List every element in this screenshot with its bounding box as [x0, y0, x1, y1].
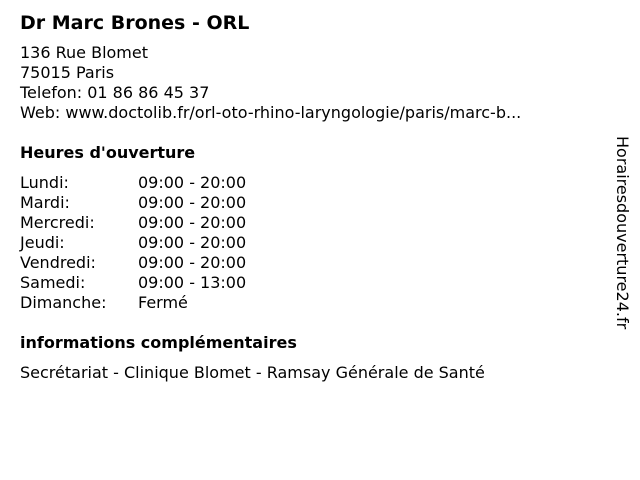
opening-hours-table [20, 173, 600, 313]
day-label: Vendredi: [20, 253, 96, 272]
day-hours: Fermé [138, 293, 188, 312]
city-postcode: 75015 Paris [20, 63, 115, 82]
day-label: Mardi: [20, 193, 70, 212]
hours-row-monday [20, 173, 600, 193]
page-title: Dr Marc Brones - ORL [20, 12, 250, 34]
day-label: Mercredi: [20, 213, 95, 232]
day-hours: 09:00 - 20:00 [138, 253, 247, 272]
hours-row-thursday [20, 233, 600, 253]
additional-info-heading: informations complémentaires [20, 333, 297, 352]
hours-row-friday [20, 253, 600, 273]
address-block [20, 43, 600, 123]
site-watermark: Horairesdouverture24.fr [613, 136, 632, 330]
day-label: Dimanche: [20, 293, 107, 312]
street-address: 136 Rue Blomet [20, 43, 149, 62]
opening-hours-heading: Heures d'ouverture [20, 143, 196, 162]
phone-number[interactable]: 01 86 86 45 37 [87, 83, 210, 102]
hours-row-wednesday [20, 213, 600, 233]
day-label: Samedi: [20, 273, 86, 292]
day-label: Lundi: [20, 173, 69, 192]
hours-row-sunday [20, 293, 600, 313]
hours-row-saturday [20, 273, 600, 293]
phone-label: Telefon: [20, 83, 83, 102]
business-card [20, 10, 600, 383]
day-hours: 09:00 - 13:00 [138, 273, 247, 292]
hours-row-tuesday [20, 193, 600, 213]
additional-info-text: Secrétariat - Clinique Blomet - Ramsay Générale de Santé [20, 363, 485, 382]
day-hours: 09:00 - 20:00 [138, 233, 247, 252]
day-hours: 09:00 - 20:00 [138, 193, 247, 212]
day-label: Jeudi: [20, 233, 65, 252]
day-hours: 09:00 - 20:00 [138, 213, 247, 232]
web-label: Web: [20, 103, 61, 122]
web-line [20, 103, 600, 123]
day-hours: 09:00 - 20:00 [138, 173, 247, 192]
web-link[interactable]: www.doctolib.fr/orl-oto-rhino-laryngologie/paris/marc-b... [65, 103, 522, 122]
phone-line [20, 83, 600, 103]
